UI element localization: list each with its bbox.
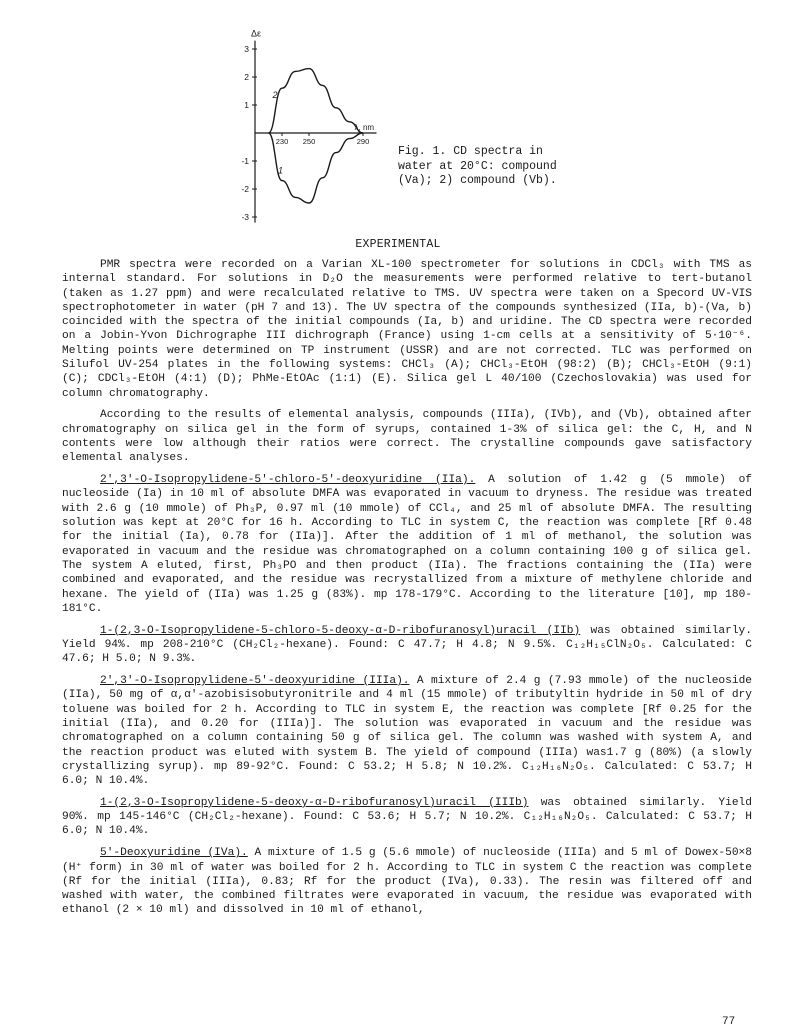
y-tick-label: 3 bbox=[244, 44, 249, 54]
article-body bbox=[62, 258, 752, 925]
curve-label-2: 2 bbox=[272, 90, 278, 100]
section-heading-experimental: EXPERIMENTAL bbox=[355, 238, 441, 251]
paragraph-text: A solution of 1.42 g (5 mmole) of nucleoside (Ia) in 10 ml of absolute DMFA was evaporated in vacuum to dryness. The residue was treated with 2.6 g (10 mmole) of Ph₃P, 0.97 ml (10 mmole) of CCl₄, and 25 ml of absolute DMFA. The resulting solution was kept at 20°C for 16 h. According to TLC in system C, the reaction was complete [Rf 0.48 for the initial (Ia), 0.78 for (IIa)]. After the addition of 1 ml of methanol, the solution was evaporated in vacuum and the residue was chromatographed on a column containing 100 g of silica gel. The system A eluted, first, Ph₃PO and then product (IIa). The fractions containing the (IIa) were combined and evaporated, and the residue was recrystallized from a mixture of methylene chloride and hexane. The yield of (IIa) was 1.25 g (83%). mp 178-179°C. According to the literature [10], mp 180-181°C. bbox=[62, 474, 753, 615]
y-tick-label: -3 bbox=[241, 212, 249, 222]
paragraph-compound-iva bbox=[62, 846, 752, 917]
y-tick-label: 2 bbox=[244, 72, 249, 82]
page-number: 77 bbox=[722, 1016, 736, 1028]
cd-spectra-figure bbox=[225, 30, 385, 230]
paragraph-text: was obtained similarly. Yield 90%. mp 145-146°C (CH₂Cl₂-hexane). Found: C 53.6; H 5.7; N 10.2%. C₁₂H₁₆N₂O₅. Calculated: C 53.7; H 6.0; N 10.4%. bbox=[62, 796, 752, 838]
paragraph-compound-iiia bbox=[62, 674, 752, 788]
paragraph-compound-iiib bbox=[62, 796, 752, 839]
curve-2-line bbox=[269, 69, 364, 133]
x-tick-label: 230 bbox=[275, 137, 289, 146]
x-tick-label: 250 bbox=[302, 137, 316, 146]
paragraph-compound-iia bbox=[62, 473, 752, 616]
curve-label-1: 1 bbox=[277, 165, 283, 176]
x-tick-label: 290 bbox=[356, 137, 370, 146]
compound-heading: 5'-Deoxyuridine (IVa). bbox=[100, 847, 248, 860]
paragraph-text: was obtained similarly. Yield 94%. mp 208-210°C (CH₂Cl₂-hexane). Found: C 47.7; H 4.8; N 9.5%. C₁₂H₁₅ClN₂O₅. Calculated: C 47.6; H 5.0; N 9.3%. bbox=[62, 624, 752, 666]
paragraph-text: According to the results of elemental analysis, compounds (IIIa), (IVb), and (Vb), obtained after chromatography on silica gel in the form of syrups, contained 1-3% of silica gel: the C, H, and N contents were low although their ratios were correct. The crystalline compounds gave satisfactory elemental analyses. bbox=[62, 409, 752, 465]
paragraph-text: A mixture of 2.4 g (7.93 mmole) of the nucleoside (IIa), 50 mg of α,α'-azobisisobutyronitrile and 4 ml (15 mmole) of tributyltin hydride in 50 ml of dry toluene was boiled for 2 h. According to TLC in system E, the reaction was complete [Rf 0.25 for the initial (IIa), and 0.20 for (IIIa)]. The solution was evaporated in vacuum and the residue was chromatographed on a column containing 50 g of silica gel. The column was washed with system A, and the reaction product was eluted with system B. The yield of compound (IIIa) was1.7 g (80%) (a slowly crystallizing syrup). mp 89-92°C. Found: C 53.2; H 5.8; N 10.2%. C₁₂H₁₆N₂O₅. Calculated: C 53.7; H 6.0; N 10.4%. bbox=[62, 675, 752, 788]
compound-heading: 1-(2,3-O-Isopropylidene-5-chloro-5-deoxy-α-D-ribofuranosyl)uracil (IIb) bbox=[100, 624, 581, 637]
y-tick-label: -2 bbox=[241, 184, 249, 194]
y-axis-label: Δε bbox=[251, 28, 262, 39]
paragraph-text: PMR spectra were recorded on a Varian XL-100 spectrometer for solutions in CDCl₃ with TMS as internal standard. For solutions in D₂O the measurements were performed relative to tert-butanol (taken as 1.27 ppm) and were recalculated relative to TMS. UV spectra were taken on a Specord UV-VIS spectrophotometer in water (pH 7 and 13). The UV spectra of the compounds synthesized (IIa, b)-(Va, b) coincided with the spectra of the initial compounds (Ia, b) and uridine. The CD spectra were recorded on a Jobin-Yvon Dichrographe III dichrograph (France) using 1-cm cells at a sensitivity of 5·10⁻⁶. Melting points were determined on TP instrument (USSR) and are not corrected. TLC was performed on Silufol UV-254 plates in the following systems: CHCl₃ (A); CHCl₃-EtOH (98:2) (B); CHCl₃-EtOH (9:1) (C); CDCl₃-EtOH (4:1) (D); PhMe-EtOAc (1:1) (E). Silica gel L 40/100 (Czechoslovakia) was used for column chromatography. bbox=[62, 259, 752, 400]
figure-caption: Fig. 1. CD spectra in water at 20°C: compound (Va); 2) compound (Vb). bbox=[398, 145, 557, 187]
compound-heading: 2',3'-O-Isopropylidene-5'-deoxyuridine (IIIa). bbox=[100, 675, 410, 688]
paragraph-text: A mixture of 1.5 g (5.6 mmole) of nucleoside (IIIa) and 5 ml of Dowex-50×8 (H⁺ form) in 30 ml of water was boiled for 2 h. According to TLC in system C the reaction was complete (Rf for the initial (IIIa), 0.83; Rf for the product (IVa), 0.33). The resin was filtered off and washed with water, the combined filtrates were evaporated in vacuum, the residue was evaporated with ethanol (2 × 10 ml) and dissolved in 10 ml of ethanol, bbox=[62, 847, 752, 917]
paragraph-analysis bbox=[62, 408, 752, 465]
y-tick-label: -1 bbox=[241, 156, 249, 166]
paragraph-compound-iib bbox=[62, 624, 752, 667]
paragraph-methods bbox=[62, 258, 752, 401]
x-axis-label: λ, nm bbox=[354, 123, 375, 132]
y-tick-label: 1 bbox=[244, 100, 249, 110]
compound-heading: 2',3'-O-Isopropylidene-5'-chloro-5'-deoxyuridine (IIa). bbox=[100, 474, 476, 487]
compound-heading: 1-(2,3-O-Isopropylidene-5-deoxy-α-D-ribofuranosyl)uracil (IIIb) bbox=[100, 796, 529, 809]
cd-spectra-chart bbox=[225, 30, 385, 230]
